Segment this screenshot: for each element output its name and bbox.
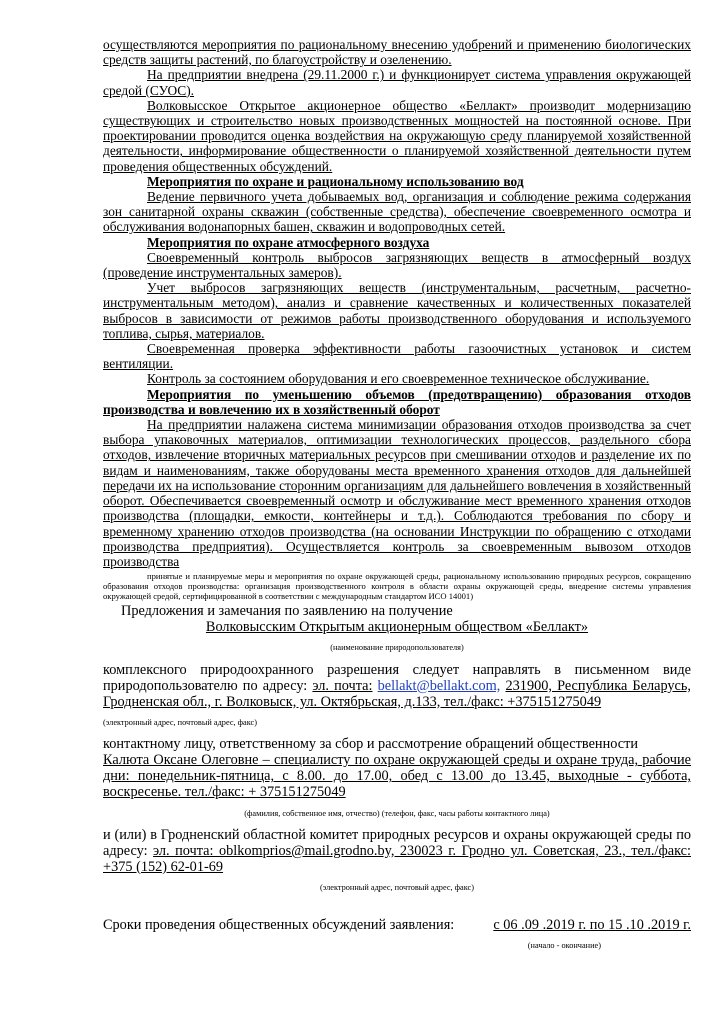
- document-page: [103, 37, 691, 960]
- contact-person: Калюта Оксане Олеговне – специалисту по охране окружающей среды и охране труда, рабочие дни: понедельник-пятница, с 8.00. до 17.00, обед с 13.00 до 13.45, выходные - суббота, воскресенье. тел./факс: + 375151275049: [103, 752, 691, 801]
- email-prefix: эл. почта:: [312, 677, 373, 694]
- organization-label: (наименование природопользователя): [330, 643, 464, 653]
- terms-row: [103, 917, 691, 933]
- terms-label: (начало - окончание): [527, 941, 601, 951]
- terms-text: Сроки проведения общественных обсуждений заявления:: [103, 917, 455, 934]
- organization-name: Волковысским Открытым акционерным обществом «Беллакт»: [205, 619, 589, 636]
- paragraph: На предприятии налажена система минимизации образования отходов производства за счет выбора упаковочных материалов, оптимизации технологических процессов, раздельного сбора отходов, извлечение вторичных материальных ресурсов при смешивании отходов и разделение их по видам и наименованиям, также оборудованы места временного хранения отходов для дальнейшей передачи их на использование сторонним организациям для дальнейшего вовлечения в хозяйственный оборот. Обеспечивается своевременный осмотр и обслуживание мест временного хранения отходов производства (площадки, емкости, контейнеры и т.д.). Соблюдаются требования по сбору и временному хранению отходов производства (на основании Инструкции по обращению с отходами производства предприятия). Осуществляется контроль за своевременным вывозом отходов производства: [103, 417, 691, 569]
- committee-contacts: эл. почта: oblkomprios@mail.grodno.by, 230023 г. Гродно ул. Советская, 23., тел./факс: +375 (152) 62-01-69: [103, 842, 691, 875]
- section-heading-water: Мероприятия по охране и рациональному использованию вод: [147, 173, 524, 189]
- proposals-intro: Предложения и замечания по заявлению на получение: [121, 603, 453, 620]
- footnote: принятые и планируемые меры и мероприятия по охране окружающей среды, рациональному использованию природных ресурсов, сокращению образования отходов производства: организация производственного контроля в области охраны окружающей среды, внедрение системы управления окружающей средой, сертифицированной в соответствии с международным стандартом ИСО 14001): [103, 571, 691, 602]
- paragraph: Своевременный контроль выбросов загрязняющих веществ в атмосферный воздух (проведение инструментальных замеров).: [103, 249, 691, 281]
- proposals-text: комплексного природоохранного разрешения следует направлять в письменном виде природопользователю по адресу:: [103, 661, 691, 694]
- paragraph: Контроль за состоянием оборудования и его своевременное техническое обслуживание.: [147, 371, 650, 387]
- paragraph: Своевременная проверка эффективности работы газоочистных установок и систем вентиляции.: [103, 341, 691, 372]
- address-label: (электронный адрес, почтовый адрес, факс): [103, 718, 258, 727]
- contact-label: (фамилия, собственное имя, отчество) (телефон, факс, часы работы контактного лица): [244, 808, 550, 818]
- paragraph: Ведение первичного учета добываемых вод, организация и соблюдение режима содержания зон санитарной охраны скважин (собственные средства), обеспечение своевременного осмотра и обслуживания водонапорных башен, скважин и водопроводных сетей.: [103, 189, 691, 235]
- committee-label: (электронный адрес, почтовый адрес, факс): [319, 883, 474, 893]
- paragraph: На предприятии внедрена (29.11.2000 г.) и функционирует система управления окружающей средой (СУОС).: [103, 67, 691, 98]
- section-heading-waste: Мероприятия по уменьшению объемов (предотвращению) образования отходов производства и вовлечению их в хозяйственный оборот: [103, 386, 691, 417]
- committee-text: и (или) в Гродненский областной комитет природных ресурсов и охраны окружающей среды по адресу:: [103, 826, 691, 859]
- postal-address: 231900, Республика Беларусь, Гродненская обл., г. Волковыск, ул. Октябрьская, д.133, тел./факс: +375151275049: [103, 677, 691, 710]
- paragraph: Волковысское Открытое акционерное общество «Беллакт» производит модернизацию существующих и строительство новых производственных мощностей на постоянной основе. При проектировании проводится оценка воздействия на окружающую среду планируемой хозяйственной деятельности, информирование общественности о планируемой хозяйственной деятельности путем проведения общественных обсуждений.: [103, 97, 691, 174]
- proposals-address: [103, 662, 691, 710]
- contact-intro: контактному лицу, ответственному за сбор и рассмотрение обращений общественности: [103, 736, 638, 753]
- committee-address: [103, 827, 691, 875]
- paragraph: осуществляются мероприятия по рациональному внесению удобрений и применению биологических средств защиты растений, по благоустройству и озеленению.: [103, 37, 691, 68]
- email-link[interactable]: bellakt@bellakt.com,: [377, 677, 501, 694]
- terms-dates: с 06 .09 .2019 г. по 15 .10 .2019 г.: [493, 917, 691, 934]
- section-heading-air: Мероприятия по охране атмосферного воздуха: [147, 234, 430, 250]
- paragraph: Учет выбросов загрязняющих веществ (инструментальным, расчетным, расчетно-инструментальным методом), анализ и сравнение качественных и количественных показателей выбросов в зависимости от режимов работы производственного оборудования и используемого топлива, сырья, материалов.: [103, 280, 691, 341]
